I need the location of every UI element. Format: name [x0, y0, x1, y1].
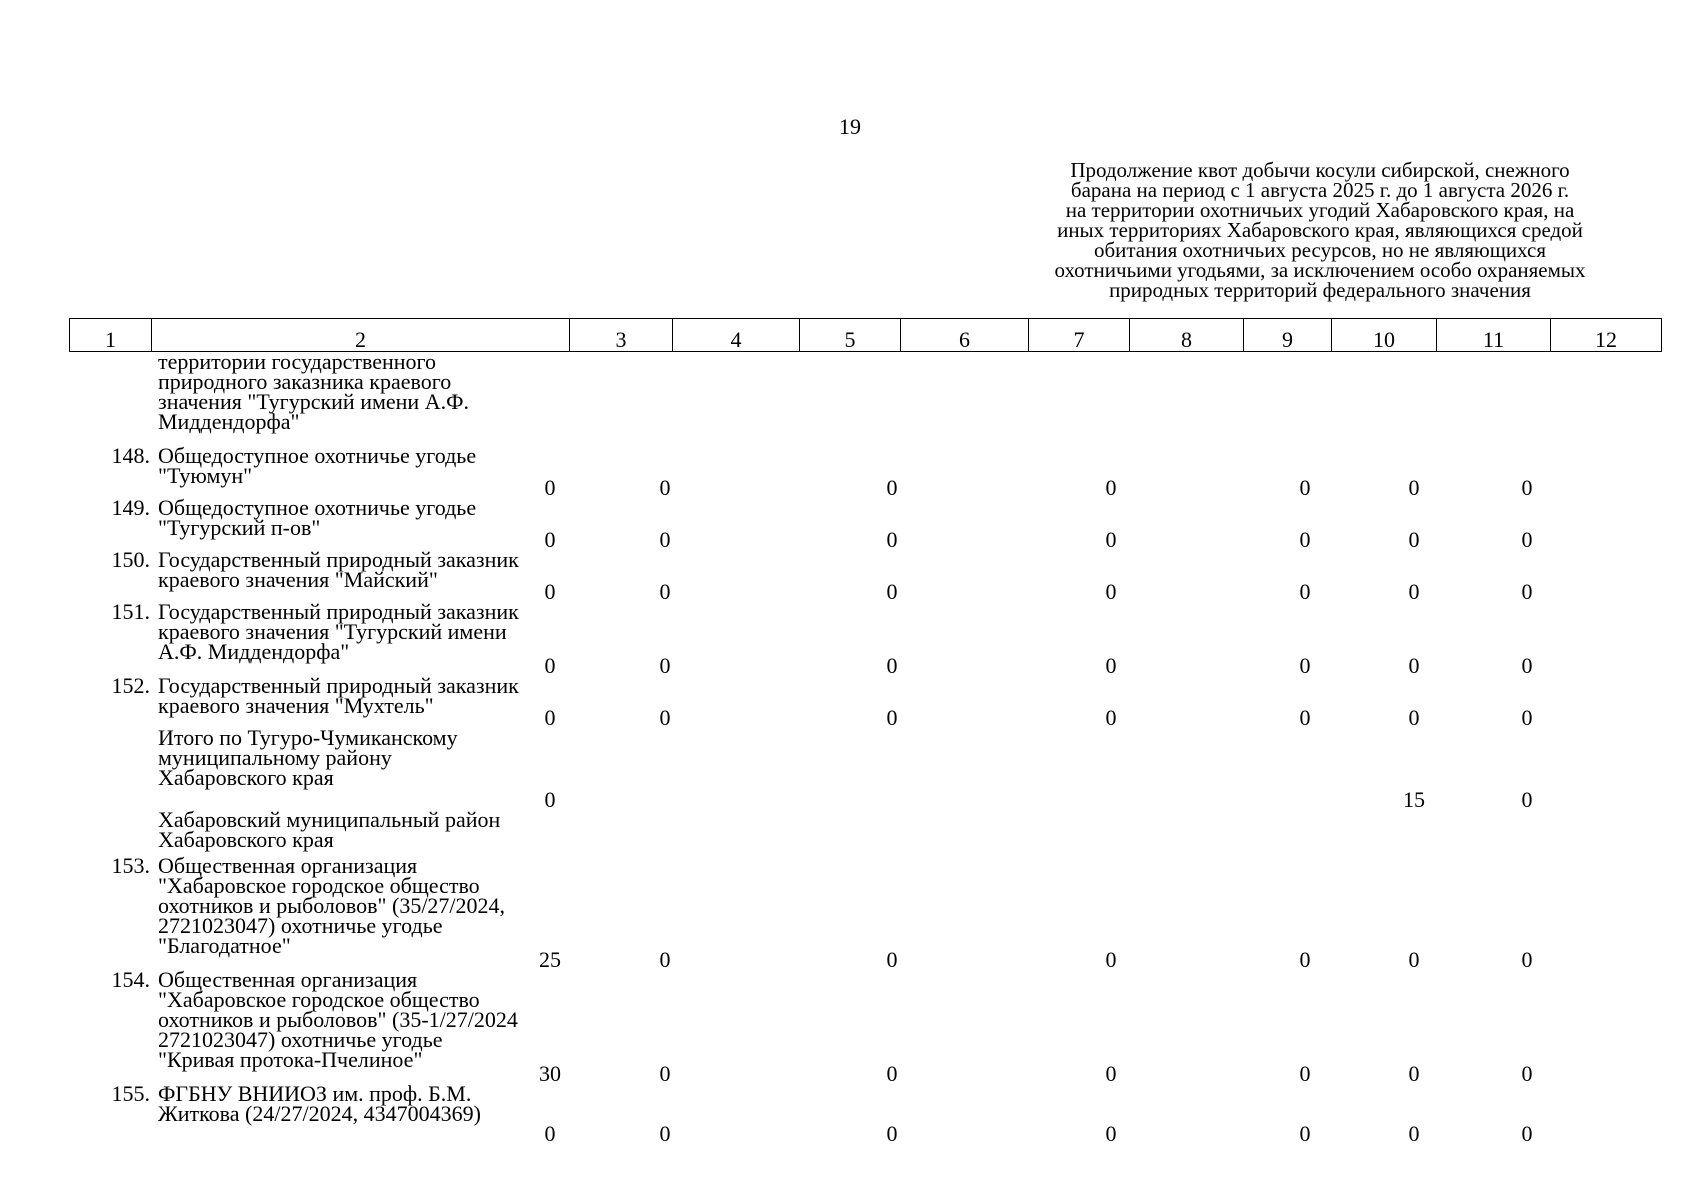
row-value-col-3: 0: [544, 527, 556, 552]
row-value-col-8: 0: [1105, 705, 1117, 730]
row-value-col-12: 0: [1521, 947, 1533, 972]
row-value-col-12: 0: [1521, 475, 1533, 500]
row-name: Государственный природный заказник краевого значения "Майский": [158, 547, 519, 592]
row-value-col-8: 0: [1105, 579, 1117, 604]
row-name: Итого по Тугуро-Чумиканскому муниципальному району Хабаровского края: [158, 725, 458, 790]
table-row: [69, 547, 1661, 604]
row-value-col-4: 0: [659, 527, 671, 552]
row-value-col-11: 0: [1408, 1121, 1420, 1146]
row-value-col-3: 0: [544, 787, 556, 812]
row-value-col-4: 0: [659, 579, 671, 604]
row-value-col-6: 0: [886, 527, 898, 552]
row-number: 154.: [111, 967, 150, 992]
row-value-col-11: 0: [1408, 1061, 1420, 1086]
row-name: Общедоступное охотничье угодье "Тугурский п-ов": [158, 495, 477, 540]
table-row: [69, 443, 1661, 500]
table-row: [69, 853, 1661, 972]
column-header-8: 8: [1130, 319, 1244, 352]
row-name: Общественная организация "Хабаровское городское общество охотников и рыболовов" (35-1/27/2024 2721023047) охотничье угодье "Кривая протока-Пчелиное": [158, 967, 518, 1072]
row-value-col-10: 0: [1299, 705, 1311, 730]
row-value-col-12: 0: [1521, 579, 1533, 604]
row-value-col-6: 0: [886, 1121, 898, 1146]
page-number: 19: [839, 114, 861, 139]
row-value-col-11: 15: [1403, 787, 1425, 812]
row-value-col-6: 0: [886, 705, 898, 730]
row-value-col-3: 0: [544, 705, 556, 730]
row-value-col-3: 0: [544, 653, 556, 678]
row-name: Хабаровский муниципальный район Хабаровского края: [158, 807, 501, 852]
row-value-col-3: 0: [544, 579, 556, 604]
table-caption: Продолжение квот добычи косули сибирской, снежного барана на период с 1 августа 2025 г. до 1 августа 2026 г. на территории охотничьих угодий Хабаровского края, на иных территориях Хабаровского края, являющихся средой обитания охотничьих ресурсов, но не являющихся охотничьими угодьями, за исключением особо охраняемых природных территорий федерального значения: [1054, 158, 1586, 302]
row-value-col-12: 0: [1521, 787, 1533, 812]
row-name: ФГБНУ ВНИИОЗ им. проф. Б.М. Житкова (24/27/2024, 4347004369): [158, 1081, 481, 1126]
column-header-4: 4: [673, 319, 800, 352]
row-value-col-11: 0: [1408, 653, 1420, 678]
row-value-col-4: 0: [659, 947, 671, 972]
row-value-col-11: 0: [1408, 579, 1420, 604]
row-value-col-10: 0: [1299, 475, 1311, 500]
row-value-col-8: 0: [1105, 653, 1117, 678]
row-value-col-6: 0: [886, 475, 898, 500]
column-header-10: 10: [1332, 319, 1437, 352]
column-header-7: 7: [1029, 319, 1130, 352]
row-value-col-8: 0: [1105, 947, 1117, 972]
row-value-col-3: 25: [539, 947, 561, 972]
row-name: Общественная организация "Хабаровское городское общество охотников и рыболовов" (35/27/2024, 2721023047) охотничье угодье "Благодатное": [158, 853, 506, 958]
row-name: Государственный природный заказник краевого значения "Тугурский имени А.Ф. Миддендорфа": [158, 599, 519, 664]
table-row: [69, 725, 1661, 812]
row-number: 150.: [111, 547, 150, 572]
table-row: [69, 673, 1661, 730]
column-header-5: 5: [800, 319, 901, 352]
row-number: 155.: [111, 1081, 150, 1106]
row-value-col-8: 0: [1105, 527, 1117, 552]
table-row: [69, 1081, 1661, 1146]
row-value-col-12: 0: [1521, 1121, 1533, 1146]
row-number: 149.: [111, 495, 150, 520]
row-name: Общедоступное охотничье угодье "Туюмун": [158, 443, 477, 488]
row-value-col-4: 0: [659, 475, 671, 500]
row-value-col-3: 0: [544, 1121, 556, 1146]
row-number: 153.: [111, 853, 150, 878]
row-name: территории государственного природного заказника краевого значения "Тугурский имени А.Ф. Миддендорфа": [158, 349, 469, 434]
row-value-col-12: 0: [1521, 653, 1533, 678]
column-header-3: 3: [570, 319, 673, 352]
table-body: [69, 349, 1661, 1146]
column-header-1: 1: [70, 319, 152, 352]
row-value-col-11: 0: [1408, 705, 1420, 730]
column-header-12: 12: [1551, 319, 1662, 352]
row-value-col-4: 0: [659, 1061, 671, 1086]
column-header-9: 9: [1244, 319, 1332, 352]
row-value-col-4: 0: [659, 705, 671, 730]
row-value-col-6: 0: [886, 579, 898, 604]
row-number: 152.: [111, 673, 150, 698]
row-value-col-11: 0: [1408, 947, 1420, 972]
row-value-col-12: 0: [1521, 705, 1533, 730]
table-row: [69, 807, 1661, 856]
row-value-col-12: 0: [1521, 1061, 1533, 1086]
row-value-col-8: 0: [1105, 1121, 1117, 1146]
row-value-col-12: 0: [1521, 527, 1533, 552]
row-value-col-10: 0: [1299, 1121, 1311, 1146]
row-value-col-10: 0: [1299, 527, 1311, 552]
row-value-col-11: 0: [1408, 475, 1420, 500]
row-value-col-6: 0: [886, 653, 898, 678]
row-value-col-4: 0: [659, 653, 671, 678]
table-row: [69, 967, 1661, 1086]
row-value-col-11: 0: [1408, 527, 1420, 552]
row-number: 148.: [111, 443, 150, 468]
row-value-col-3: 30: [539, 1061, 561, 1086]
column-header-2: 2: [152, 319, 570, 352]
table-row: [69, 349, 1661, 446]
row-value-col-4: 0: [659, 1121, 671, 1146]
row-value-col-10: 0: [1299, 947, 1311, 972]
table-row: [69, 599, 1661, 678]
row-value-col-10: 0: [1299, 653, 1311, 678]
row-value-col-6: 0: [886, 1061, 898, 1086]
column-header-6: 6: [901, 319, 1029, 352]
column-header-row: [69, 318, 1662, 352]
column-header-11: 11: [1437, 319, 1551, 352]
row-value-col-6: 0: [886, 947, 898, 972]
row-value-col-10: 0: [1299, 1061, 1311, 1086]
row-name: Государственный природный заказник краевого значения "Мухтель": [158, 673, 519, 718]
row-number: 151.: [111, 599, 150, 624]
row-value-col-3: 0: [544, 475, 556, 500]
row-value-col-10: 0: [1299, 579, 1311, 604]
row-value-col-8: 0: [1105, 1061, 1117, 1086]
row-value-col-8: 0: [1105, 475, 1117, 500]
table-row: [69, 495, 1661, 552]
